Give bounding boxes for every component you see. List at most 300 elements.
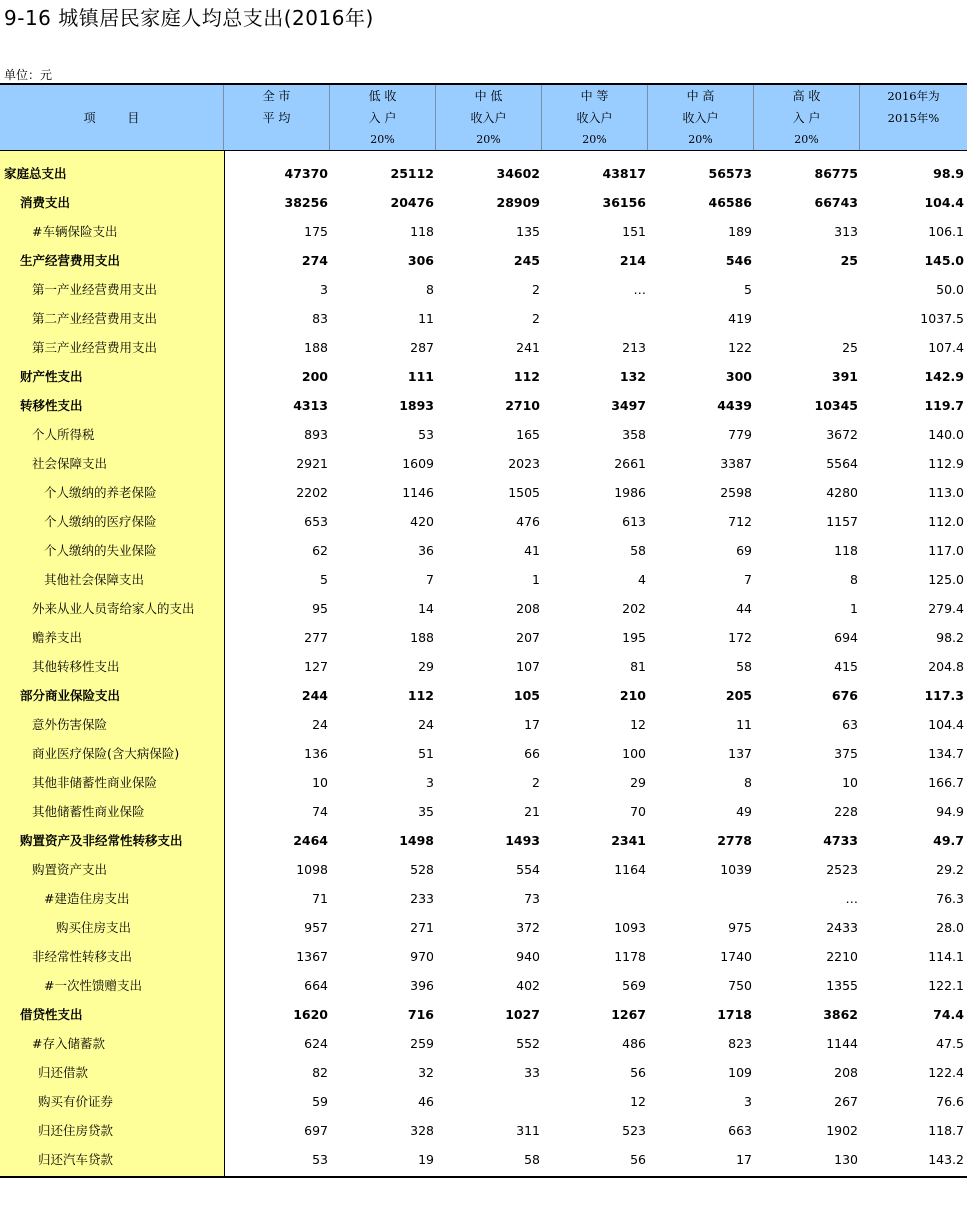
- row-value: 5564: [826, 456, 858, 471]
- table-row: [0, 246, 967, 275]
- row-value: 12: [630, 1094, 646, 1109]
- row-value: 125.0: [928, 572, 964, 587]
- row-value: 36: [418, 543, 434, 558]
- row-label: #建造住房支出: [44, 891, 130, 906]
- row-value: 694: [834, 630, 858, 645]
- table-row: [0, 884, 967, 913]
- row-value: 716: [407, 1007, 434, 1022]
- row-label: #一次性馈赠支出: [44, 978, 142, 993]
- row-value: 202: [622, 601, 646, 616]
- row-value: 8: [744, 775, 752, 790]
- table-row: [0, 768, 967, 797]
- row-value: 188: [410, 630, 434, 645]
- row-label: 其他非储蓄性商业保险: [32, 775, 158, 790]
- row-value: 1027: [505, 1007, 540, 1022]
- row-value: 29: [418, 659, 434, 674]
- row-value: 43817: [602, 166, 646, 181]
- header-all: [224, 85, 330, 150]
- row-value: 244: [301, 688, 328, 703]
- row-value: 624: [304, 1036, 328, 1051]
- table-row: [0, 565, 967, 594]
- row-value: 957: [304, 920, 328, 935]
- row-value: 189: [728, 224, 752, 239]
- row-value: 664: [304, 978, 328, 993]
- row-value: 552: [516, 1036, 540, 1051]
- row-value: 33: [524, 1065, 540, 1080]
- row-value: 2598: [720, 485, 752, 500]
- row-value: 653: [304, 514, 328, 529]
- row-label: 社会保障支出: [32, 456, 108, 471]
- row-value: 5: [320, 572, 328, 587]
- row-value: 213: [622, 340, 646, 355]
- header-line: 20%: [794, 133, 819, 146]
- table-row: [0, 913, 967, 942]
- row-value: 2710: [505, 398, 540, 413]
- row-value: 109: [728, 1065, 752, 1080]
- row-value: 117.3: [924, 688, 964, 703]
- row-value: 66: [524, 746, 540, 761]
- row-value: 415: [834, 659, 858, 674]
- row-value: 1098: [296, 862, 328, 877]
- table-row: [0, 304, 967, 333]
- row-value: 7: [744, 572, 752, 587]
- row-value: 328: [410, 1123, 434, 1138]
- row-value: 419: [728, 311, 752, 326]
- row-value: 114.1: [928, 949, 964, 964]
- table-row: [0, 420, 967, 449]
- row-value: 35: [418, 804, 434, 819]
- row-value: 44: [736, 601, 752, 616]
- row-value: 122.4: [928, 1065, 964, 1080]
- header-line: 中 等: [580, 89, 609, 103]
- header-ratio: [860, 85, 967, 150]
- row-value: 1718: [717, 1007, 752, 1022]
- row-value: 117.0: [928, 543, 964, 558]
- row-label: 意外伤害保险: [32, 717, 108, 732]
- row-value: 143.2: [928, 1152, 964, 1167]
- unit-label: 单位：元: [4, 68, 53, 82]
- row-value: 56573: [708, 166, 752, 181]
- row-label: 第三产业经营费用支出: [32, 340, 158, 355]
- table-row: [0, 681, 967, 710]
- row-value: 823: [728, 1036, 752, 1051]
- row-value: 486: [622, 1036, 646, 1051]
- row-value: 17: [736, 1152, 752, 1167]
- row-value: 107.4: [928, 340, 964, 355]
- row-value: 208: [516, 601, 540, 616]
- header-line: 入 户: [792, 111, 821, 125]
- row-value: 166.7: [928, 775, 964, 790]
- row-value: 98.2: [936, 630, 964, 645]
- row-value: 228: [834, 804, 858, 819]
- row-value: 137: [728, 746, 752, 761]
- row-label: 第一产业经营费用支出: [32, 282, 158, 297]
- row-value: 3862: [823, 1007, 858, 1022]
- row-value: 56: [630, 1065, 646, 1080]
- row-value: 375: [834, 746, 858, 761]
- table-row: [0, 797, 967, 826]
- row-value: 127: [304, 659, 328, 674]
- row-value: 19: [418, 1152, 434, 1167]
- row-value: 676: [831, 688, 858, 703]
- row-label: 转移性支出: [20, 398, 83, 413]
- row-value: 274: [301, 253, 328, 268]
- row-value: 4313: [293, 398, 328, 413]
- row-label: 其他社会保障支出: [44, 572, 145, 587]
- table-row: [0, 391, 967, 420]
- header-line: 20%: [370, 133, 395, 146]
- row-value: 313: [834, 224, 858, 239]
- row-value: 5: [744, 282, 752, 297]
- table-row: [0, 1029, 967, 1058]
- row-value: 476: [516, 514, 540, 529]
- row-value: 1493: [505, 833, 540, 848]
- row-label: 财产性支出: [20, 369, 83, 384]
- row-value: 279.4: [928, 601, 964, 616]
- row-value: 4733: [823, 833, 858, 848]
- row-label: 个人缴纳的养老保险: [44, 485, 157, 500]
- row-value: 24: [418, 717, 434, 732]
- row-value: 105: [513, 688, 540, 703]
- row-label: 购买有价证券: [38, 1094, 114, 1109]
- row-value: 73: [524, 891, 540, 906]
- row-value: 1498: [399, 833, 434, 848]
- row-value: 17: [524, 717, 540, 732]
- row-value: 8: [850, 572, 858, 587]
- row-value: 975: [728, 920, 752, 935]
- row-label: #存入储蓄款: [32, 1036, 105, 1051]
- table-row: [0, 536, 967, 565]
- row-value: 14: [418, 601, 434, 616]
- header-line: 20%: [582, 133, 607, 146]
- row-value: 779: [728, 427, 752, 442]
- row-value: 104.4: [928, 717, 964, 732]
- header-line: 20%: [688, 133, 713, 146]
- row-value: 1986: [614, 485, 646, 500]
- row-value: 95: [312, 601, 328, 616]
- row-value: 3: [426, 775, 434, 790]
- row-value: 188: [304, 340, 328, 355]
- row-value: 306: [407, 253, 434, 268]
- table-row: [0, 1058, 967, 1087]
- row-value: 420: [410, 514, 434, 529]
- data-table: [0, 83, 967, 1178]
- row-label: 赡养支出: [32, 630, 83, 645]
- row-value: 205: [725, 688, 752, 703]
- row-value: 112.0: [928, 514, 964, 529]
- row-value: 63: [842, 717, 858, 732]
- row-value: …: [845, 891, 858, 906]
- row-value: 59: [312, 1094, 328, 1109]
- row-value: 210: [619, 688, 646, 703]
- row-value: 204.8: [928, 659, 964, 674]
- row-value: 613: [622, 514, 646, 529]
- row-value: 8: [426, 282, 434, 297]
- row-value: 1164: [614, 862, 646, 877]
- row-value: 1505: [508, 485, 540, 500]
- row-value: 151: [622, 224, 646, 239]
- row-value: 1178: [614, 949, 646, 964]
- row-value: 122: [728, 340, 752, 355]
- row-value: 113.0: [928, 485, 964, 500]
- row-label: #车辆保险支出: [32, 224, 118, 239]
- table-row: [0, 478, 967, 507]
- row-value: 106.1: [928, 224, 964, 239]
- row-value: 122.1: [928, 978, 964, 993]
- row-value: 241: [516, 340, 540, 355]
- table-row: [0, 623, 967, 652]
- header-line: 20%: [476, 133, 501, 146]
- table-row: [0, 1116, 967, 1145]
- header-line: 中 低: [474, 89, 503, 103]
- row-value: 1620: [293, 1007, 328, 1022]
- row-value: 287: [410, 340, 434, 355]
- row-value: 663: [728, 1123, 752, 1138]
- header-lowmid: [436, 85, 542, 150]
- row-value: 4: [638, 572, 646, 587]
- row-value: 358: [622, 427, 646, 442]
- row-value: 277: [304, 630, 328, 645]
- row-label: 非经常性转移支出: [32, 949, 133, 964]
- row-value: 10: [312, 775, 328, 790]
- row-value: 140.0: [928, 427, 964, 442]
- table-body: [0, 159, 967, 1174]
- row-value: 1609: [402, 456, 434, 471]
- table-row: [0, 1087, 967, 1116]
- row-value: 66743: [814, 195, 858, 210]
- row-value: 2: [532, 311, 540, 326]
- table-row: [0, 652, 967, 681]
- row-value: 697: [304, 1123, 328, 1138]
- row-value: 1146: [402, 485, 434, 500]
- header-line: 收入户: [682, 111, 719, 125]
- row-label: 外来从业人员寄给家人的支出: [32, 601, 195, 616]
- row-value: 69: [736, 543, 752, 558]
- row-value: 47.5: [936, 1036, 964, 1051]
- row-label: 个人缴纳的失业保险: [44, 543, 157, 558]
- header-line: 收入户: [576, 111, 613, 125]
- row-value: 118.7: [928, 1123, 964, 1138]
- row-value: 1902: [826, 1123, 858, 1138]
- row-value: 25112: [390, 166, 434, 181]
- row-value: 214: [619, 253, 646, 268]
- row-value: 112.9: [928, 456, 964, 471]
- row-label: 归还借款: [38, 1065, 89, 1080]
- row-value: 118: [834, 543, 858, 558]
- row-value: 118: [410, 224, 434, 239]
- header-item: [0, 85, 224, 150]
- table-row: [0, 333, 967, 362]
- row-value: 2023: [508, 456, 540, 471]
- row-value: 104.4: [924, 195, 964, 210]
- row-value: 134.7: [928, 746, 964, 761]
- row-value: 546: [725, 253, 752, 268]
- row-value: 528: [410, 862, 434, 877]
- table-row: [0, 739, 967, 768]
- row-value: 70: [630, 804, 646, 819]
- row-value: 1: [850, 601, 858, 616]
- row-value: 11: [418, 311, 434, 326]
- row-value: 28.0: [936, 920, 964, 935]
- row-value: 49: [736, 804, 752, 819]
- row-value: 372: [516, 920, 540, 935]
- row-label: 其他储蓄性商业保险: [32, 804, 145, 819]
- row-value: 25: [840, 253, 858, 268]
- table-row: [0, 594, 967, 623]
- row-value: 2210: [826, 949, 858, 964]
- row-value: 940: [516, 949, 540, 964]
- row-value: 107: [516, 659, 540, 674]
- row-value: 28909: [496, 195, 540, 210]
- row-value: 83: [312, 311, 328, 326]
- row-value: 750: [728, 978, 752, 993]
- table-row: [0, 362, 967, 391]
- row-value: 2: [532, 282, 540, 297]
- row-label: 第二产业经营费用支出: [32, 311, 158, 326]
- row-value: 2341: [611, 833, 646, 848]
- row-value: 195: [622, 630, 646, 645]
- row-value: 41: [524, 543, 540, 558]
- row-value: 3: [744, 1094, 752, 1109]
- row-value: 62: [312, 543, 328, 558]
- table-row: [0, 855, 967, 884]
- row-label: 购置资产支出: [32, 862, 108, 877]
- row-value: 2778: [717, 833, 752, 848]
- row-value: 53: [418, 427, 434, 442]
- row-value: 10: [842, 775, 858, 790]
- row-value: …: [633, 282, 646, 297]
- header-low: [330, 85, 436, 150]
- row-value: 311: [516, 1123, 540, 1138]
- row-value: 267: [834, 1094, 858, 1109]
- table-header: [0, 85, 967, 151]
- table-row: [0, 971, 967, 1000]
- row-value: 46: [418, 1094, 434, 1109]
- row-value: 10345: [814, 398, 858, 413]
- row-value: 300: [725, 369, 752, 384]
- row-value: 142.9: [924, 369, 964, 384]
- row-value: 119.7: [924, 398, 964, 413]
- row-value: 259: [410, 1036, 434, 1051]
- row-value: 523: [622, 1123, 646, 1138]
- row-label: 生产经营费用支出: [20, 253, 121, 268]
- row-value: 71: [312, 891, 328, 906]
- row-label: 归还汽车贷款: [38, 1152, 114, 1167]
- row-value: 74.4: [933, 1007, 964, 1022]
- row-value: 271: [410, 920, 434, 935]
- row-value: 29: [630, 775, 646, 790]
- header-line: 入 户: [368, 111, 397, 125]
- row-label: 购置资产及非经常性转移支出: [20, 833, 183, 848]
- row-value: 554: [516, 862, 540, 877]
- row-value: 245: [513, 253, 540, 268]
- row-value: 1: [532, 572, 540, 587]
- row-value: 1355: [826, 978, 858, 993]
- row-value: 3387: [720, 456, 752, 471]
- row-value: 58: [524, 1152, 540, 1167]
- row-label: 消费支出: [20, 195, 71, 210]
- table-row: [0, 710, 967, 739]
- row-value: 165: [516, 427, 540, 442]
- row-value: 34602: [496, 166, 540, 181]
- row-value: 175: [304, 224, 328, 239]
- row-value: 1893: [399, 398, 434, 413]
- row-value: 81: [630, 659, 646, 674]
- row-value: 207: [516, 630, 540, 645]
- row-value: 1093: [614, 920, 646, 935]
- row-value: 86775: [814, 166, 858, 181]
- table-row: [0, 449, 967, 478]
- row-value: 2: [532, 775, 540, 790]
- table-row: [0, 507, 967, 536]
- row-value: 100: [622, 746, 646, 761]
- row-value: 1039: [720, 862, 752, 877]
- row-value: 893: [304, 427, 328, 442]
- row-value: 47370: [284, 166, 328, 181]
- row-value: 135: [516, 224, 540, 239]
- row-value: 2464: [293, 833, 328, 848]
- row-value: 11: [736, 717, 752, 732]
- row-value: 4439: [717, 398, 752, 413]
- row-value: 132: [619, 369, 646, 384]
- table-row: [0, 1000, 967, 1029]
- row-value: 82: [312, 1065, 328, 1080]
- table-row: [0, 275, 967, 304]
- row-value: 1367: [296, 949, 328, 964]
- row-value: 76.6: [936, 1094, 964, 1109]
- row-value: 4280: [826, 485, 858, 500]
- row-value: 50.0: [936, 282, 964, 297]
- table-row: [0, 217, 967, 246]
- row-value: 53: [312, 1152, 328, 1167]
- table-row: [0, 942, 967, 971]
- row-label: 家庭总支出: [4, 166, 67, 181]
- row-label: 个人缴纳的医疗保险: [44, 514, 157, 529]
- row-value: 98.9: [933, 166, 964, 181]
- row-value: 233: [410, 891, 434, 906]
- row-value: 12: [630, 717, 646, 732]
- row-label: 借贷性支出: [20, 1007, 83, 1022]
- row-value: 130: [834, 1152, 858, 1167]
- table-row: [0, 188, 967, 217]
- row-value: 36156: [602, 195, 646, 210]
- row-value: 49.7: [933, 833, 964, 848]
- row-value: 46586: [708, 195, 752, 210]
- row-value: 94.9: [936, 804, 964, 819]
- row-value: 2202: [296, 485, 328, 500]
- header-mid: [542, 85, 648, 150]
- row-value: 56: [630, 1152, 646, 1167]
- header-line: 全 市: [262, 89, 291, 103]
- row-value: 1144: [826, 1036, 858, 1051]
- row-value: 76.3: [936, 891, 964, 906]
- row-value: 38256: [284, 195, 328, 210]
- row-value: 111: [407, 369, 434, 384]
- row-label: 个人所得税: [32, 427, 95, 442]
- header-line: 低 收: [368, 89, 397, 103]
- header-highmid: [648, 85, 754, 150]
- row-value: 3497: [611, 398, 646, 413]
- row-value: 2921: [296, 456, 328, 471]
- table-row: [0, 826, 967, 855]
- row-value: 1037.5: [920, 311, 964, 326]
- row-value: 402: [516, 978, 540, 993]
- header-line: 高 收: [792, 89, 821, 103]
- row-value: 1740: [720, 949, 752, 964]
- row-value: 2523: [826, 862, 858, 877]
- row-value: 21: [524, 804, 540, 819]
- row-value: 172: [728, 630, 752, 645]
